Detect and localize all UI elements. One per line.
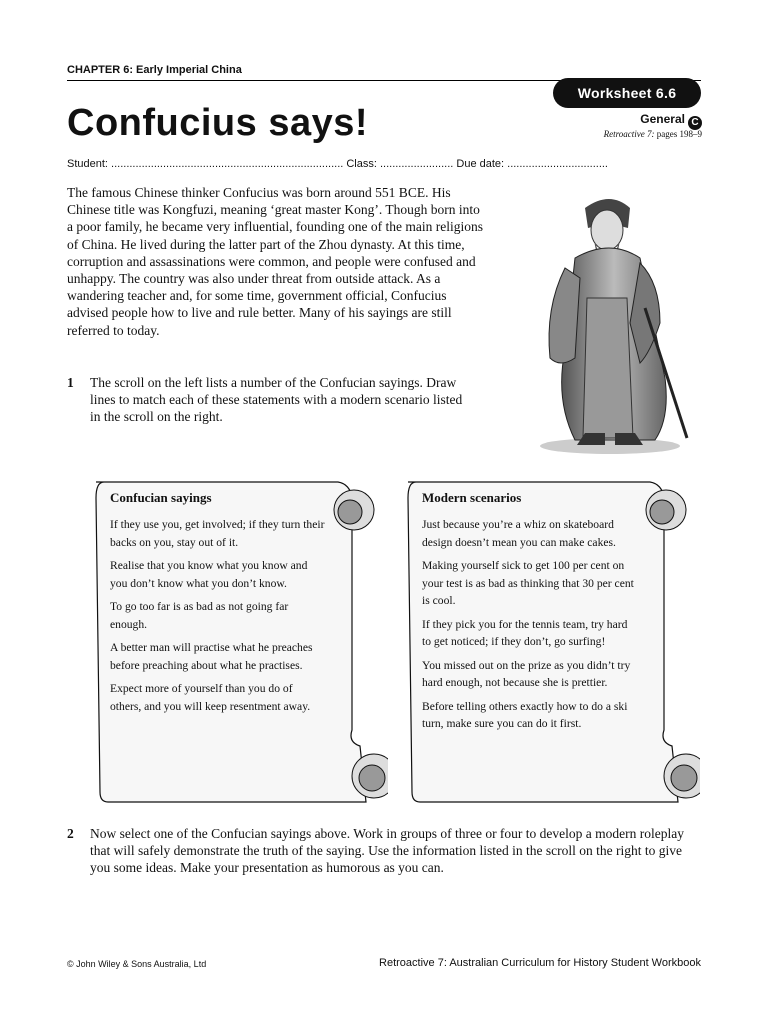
- saying-item: If they use you, get involved; if they turn their backs on you, stay out of it.: [110, 518, 325, 549]
- modern-scenarios-scroll: [400, 480, 700, 810]
- saying-item: A better man will practise what he preaches before preaching about what he practises.: [110, 641, 313, 672]
- question-number: 2: [67, 826, 74, 841]
- scenario-item: Making yourself sick to get 100 per cent on your test is as bad as thinking that 30 per cent is cool.: [422, 559, 634, 607]
- level-indicator: [560, 112, 702, 130]
- scenario-item: You missed out on the prize as you didn’t try hard enough, not because she is prettier.: [422, 658, 631, 689]
- question-number: 1: [67, 375, 74, 390]
- scroll-heading: Modern scenarios: [422, 490, 522, 505]
- chapter-heading: CHAPTER 6: Early Imperial China: [67, 64, 242, 76]
- confucius-illustration-icon: [525, 188, 695, 458]
- saying-item: Realise that you know what you know and you don’t know what you don’t know.: [110, 559, 308, 590]
- level-label: General: [640, 112, 685, 126]
- reference-pages: pages 198–9: [654, 129, 702, 139]
- student-details-line: Student: ............................................................................ Class: ........................ Due date: .................................: [67, 158, 608, 170]
- question-1: [67, 374, 487, 426]
- question-text: Now select one of the Confucian sayings above. Work in groups of three or four to develop a modern roleplay that will safely demonstrate the truth of the saying. Use the information listed in the scroll on the right to give you some ideas. Make your presentation as humorous as you can.: [90, 826, 684, 875]
- question-text: The scroll on the left lists a number of the Confucian sayings. Draw lines to match each of these statements with a modern scenario listed in the scroll on the right.: [90, 375, 463, 424]
- question-2: [67, 825, 707, 877]
- page-title: Confucius says!: [67, 102, 369, 144]
- scroll-heading: Confucian sayings: [110, 490, 212, 505]
- intro-paragraph: The famous Chinese thinker Confucius was born around 551 BCE. His Chinese title was Kongfuzi, meaning ‘great master Kong’. Though born into a poor family, he became very influential, founding one of the main religions of China. He lived during the latter part of the Zhou dynasty. At this time, corruption and assassinations were common, and people were confused and unhappy. The country was also under threat from outside attack. As a wandering teacher and, for some time, government official, Confucius advised people how to live and rule better. Many of his sayings are still referred to today.: [67, 185, 483, 338]
- saying-item: Expect more of yourself than you do of others, and you will keep resentment away.: [110, 682, 311, 713]
- reference-book: Retroactive 7:: [603, 129, 655, 139]
- saying-item: To go too far is as bad as not going far enough.: [110, 600, 289, 631]
- level-c-icon: C: [688, 116, 702, 130]
- textbook-reference: [520, 129, 702, 139]
- scenario-item: Just because you’re a whiz on skateboard design doesn’t mean you can make cakes.: [422, 518, 616, 549]
- footer-book-title: Retroactive 7: Australian Curriculum for History Student Workbook: [379, 957, 701, 969]
- footer-copyright: © John Wiley & Sons Australia, Ltd: [67, 959, 207, 969]
- confucian-sayings-scroll: [88, 480, 388, 810]
- worksheet-badge: Worksheet 6.6: [553, 78, 701, 108]
- scenario-item: Before telling others exactly how to do a ski turn, make sure you can do it first.: [422, 699, 628, 730]
- scenario-item: If they pick you for the tennis team, try hard to get noticed; if they don’t, go surfing!: [422, 617, 628, 648]
